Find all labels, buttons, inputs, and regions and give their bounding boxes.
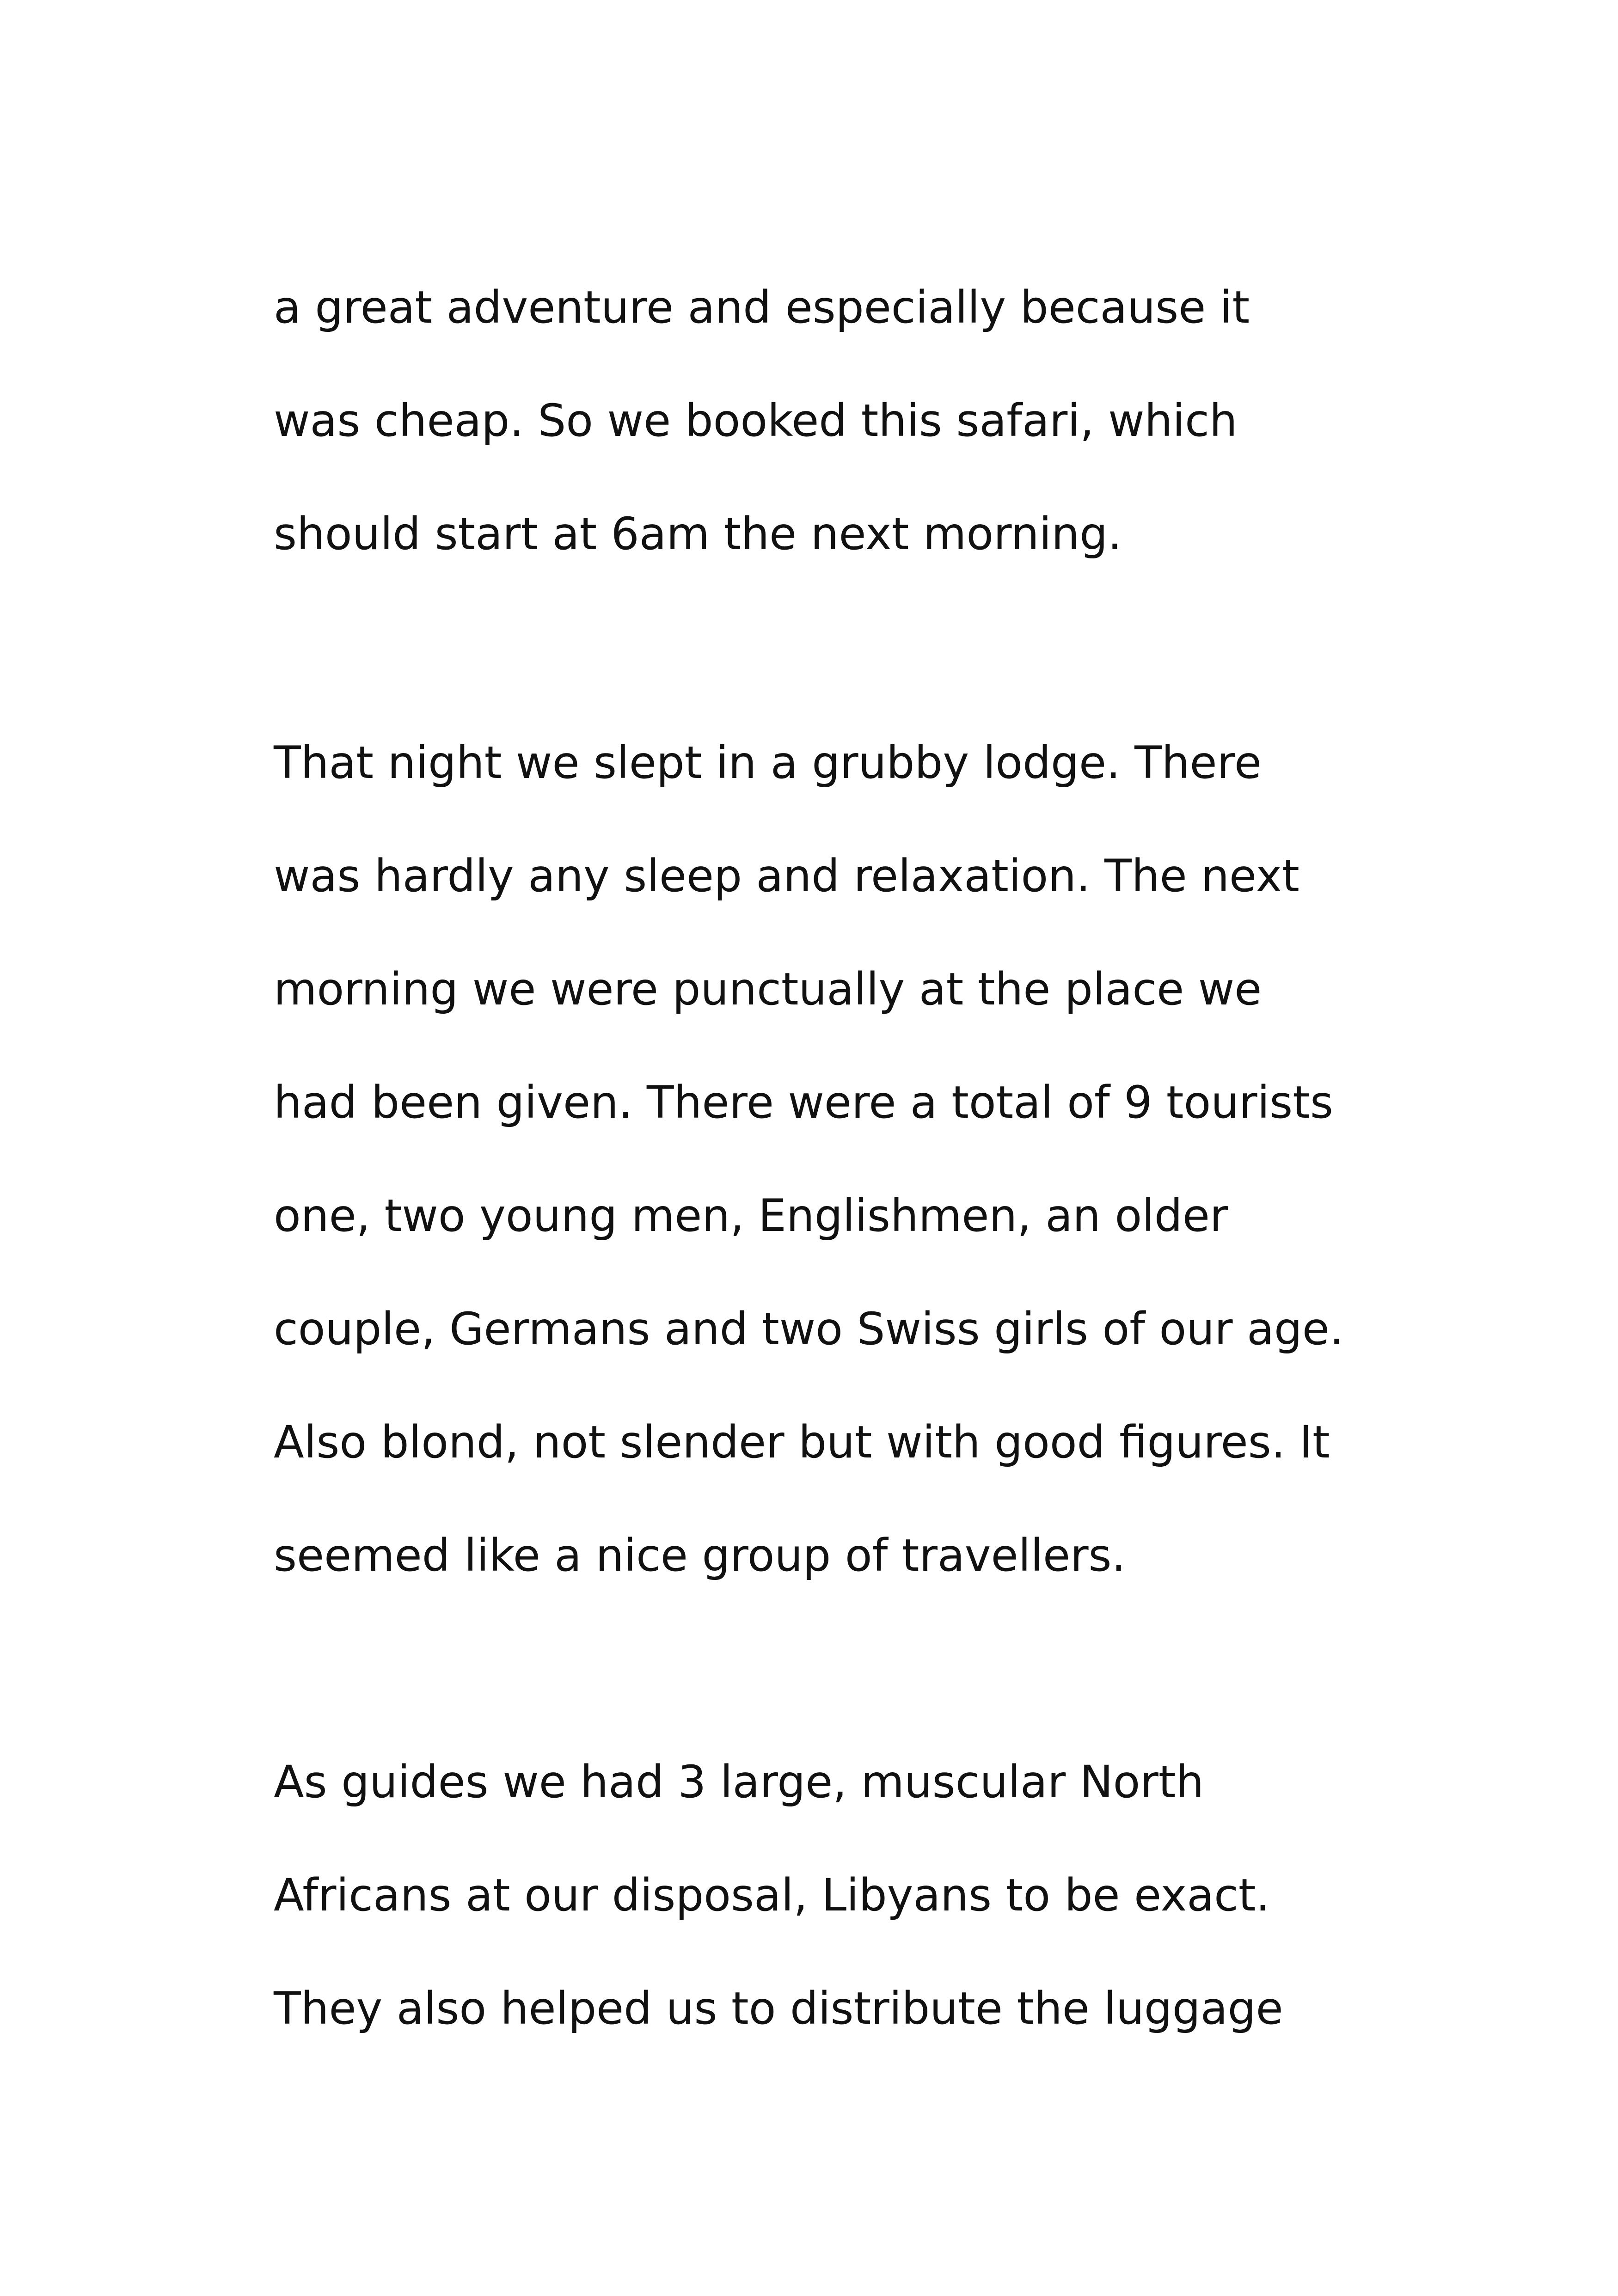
text-line: should start at 6am the next morning. [274, 508, 1122, 560]
text-line: couple, Germans and two Swiss girls of our age. [274, 1303, 1344, 1355]
text-line: As guides we had 3 large, muscular North [274, 1756, 1204, 1808]
text-line: That night we slept in a grubby lodge. There [274, 737, 1262, 789]
text-line: Also blond, not slender but with good figures. It [274, 1416, 1330, 1468]
text-line: had been given. There were a total of 9 tourists [274, 1077, 1333, 1128]
text-line: was hardly any sleep and relaxation. The next [274, 850, 1299, 902]
text-line: morning we were punctually at the place we [274, 963, 1262, 1015]
text-line: seemed like a nice group of travellers. [274, 1530, 1126, 1581]
text-line: They also helped us to distribute the luggage [274, 1983, 1283, 2034]
text-line: Africans at our disposal, Libyans to be exact. [274, 1869, 1270, 1921]
text-line: one, two young men, Englishmen, an older [274, 1190, 1228, 1242]
text-line: was cheap. So we booked this safari, which [274, 395, 1238, 447]
text-line: a great adventure and especially because it [274, 282, 1250, 333]
